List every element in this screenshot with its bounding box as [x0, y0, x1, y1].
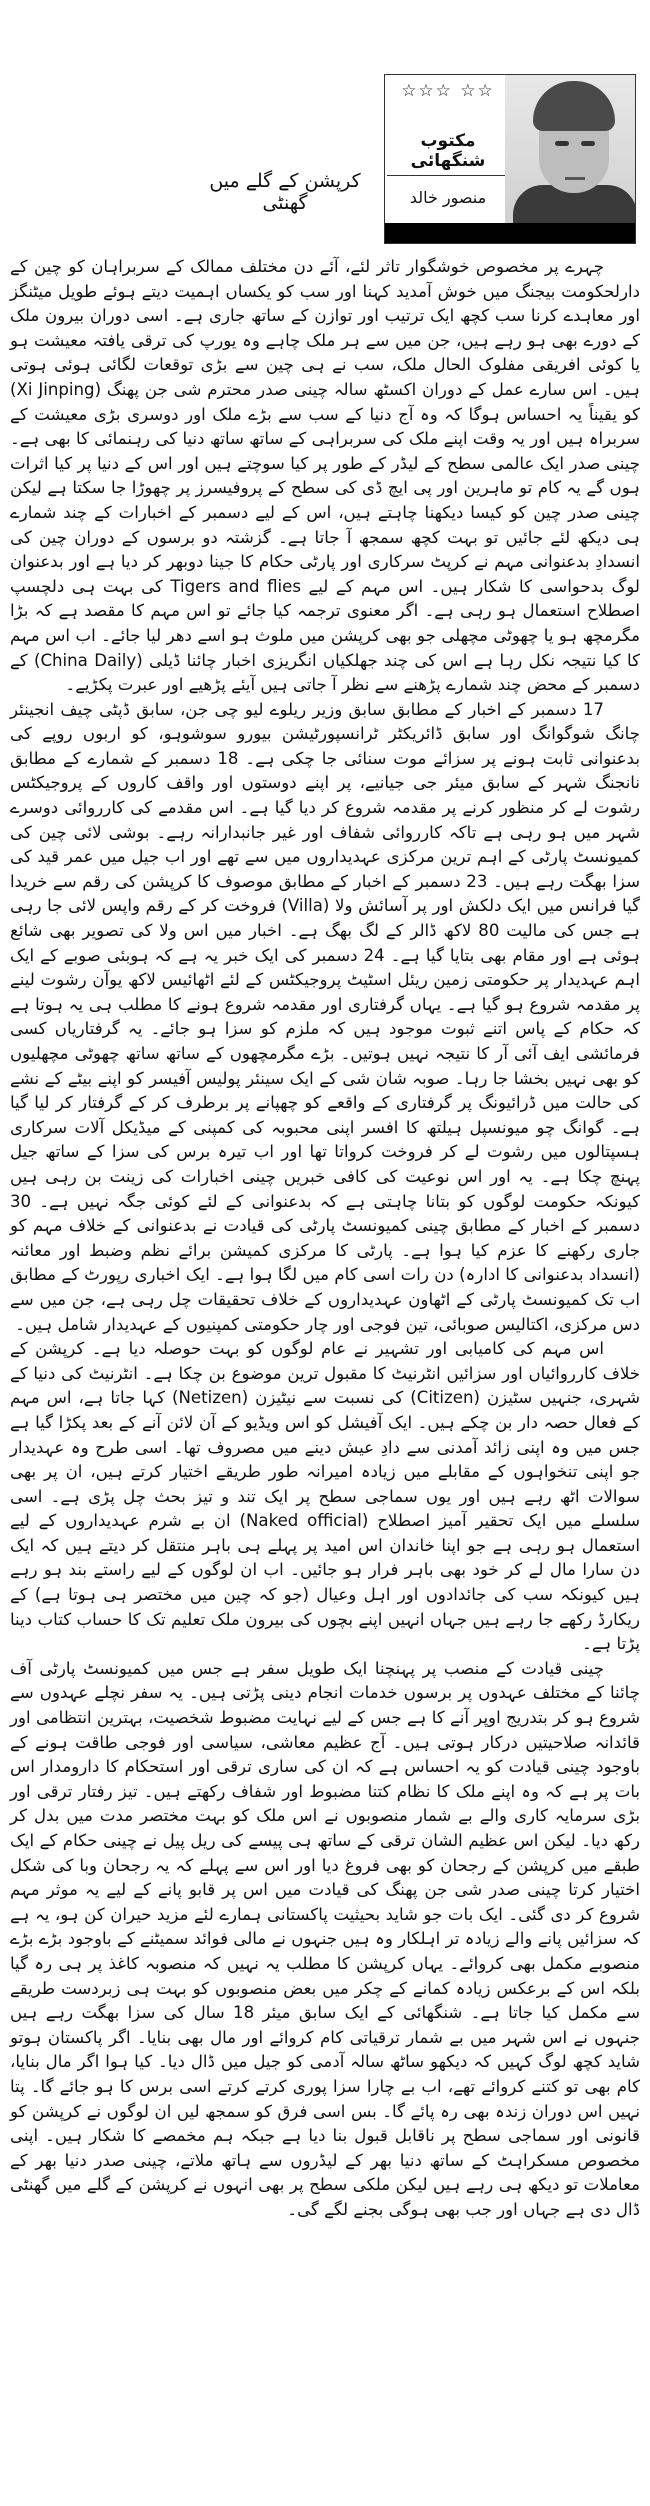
article-paragraph: چینی قیادت کے منصب پر پہنچنا ایک طویل سفر ہے جس میں کمیونسٹ پارٹی آف چائنا کے مختلف عہدوں پر برسوں خدمات انجام دینی پڑتی ہیں۔ یہ سفر نچلے عہدوں سے شروع ہو کر بتدریج اوپر آنے کا ہے جس کے لیے نہایت مضبوط شخصیت، بہترین انتظامی اور قائدانہ صلاحیتیں درکار ہوتی ہیں۔ آج عظیم معاشی، سیاسی اور فوجی طاقت ہونے کے باوجود چینی قیادت کو یہ احساس ہے کہ ان کی ساری ترقی اور استحکام کا دارومدار اس بات پر ہے کہ وہ اپنے ملک کا نظام کتنا مضبوط اور شفاف رکھتے ہیں۔ تیز رفتار ترقی اور بڑی سرمایہ کاری والے بے شمار منصوبوں نے اس ملک کو بہت مختصر مدت میں بدل کر رکھ دیا۔ لیکن اس عظیم الشان ترقی کے ساتھ ہی پیسے کی ریل پیل نے چینی حکام کے ایک طبقے میں کرپشن کے رجحان کو بھی فروغ دیا اور اس سے پہلے کہ یہ رجحان وبا کی شکل اختیار کرتا چینی صدر شی جن پھنگ کی قیادت میں اس پر قابو پانے کے لیے یہ موثر مہم شروع کر دی گئی۔ ایک بات جو شاید بحیثیت پاکستانی ہمارے لئے مزید حیران کن ہو، یہ ہے کہ سزائیں پانے والے زیادہ تر اہلکار وہ ہیں جنہوں نے مالی فوائد سمیٹنے کے باوجود بڑے بڑے منصوبے مکمل بھی کروائے۔ یہاں کرپشن کا مطلب یہ نہیں کہ منصوبہ کاغذ پر ہی رہ گیا بلکہ اس کے برعکس زیادہ کمانے کے چکر میں بعض منصوبوں کو بہت ہی زبردست طریقے سے مکمل کیا جاتا ہے۔ شنگھائی کے ایک سابق میئر 18 سال کی سزا بھگت رہے ہیں جنہوں نے اس شہر میں بے شمار ترقیاتی کام کروائے اور مال بھی بنایا۔ اگر پاکستان ہوتو شاید کچھ لوگ کہیں کہ دیکھو ساٹھ سالہ آدمی کو جیل میں ڈال دیا۔ کیا ہوا اگر مال بنایا، کام بھی تو کتنے کروائے تھے، اب بے چارا سزا پوری کرتے کرتے اسی برس کا ہو جائے گا۔ پتا نہیں اس دوران زندہ بھی رہ پائے گا۔ بس اسی فرق کو سمجھ لیں ان لوگوں نے کرپشن کو قانونی اور سماجی سطح پر ناقابل قبول بنا دیا ہے جبکہ ہم مخمصے کا شکار ہیں۔ اپنی مخصوص مسکراہٹ کے ساتھ دنیا بھر کے لیڈروں سے ہاتھ ملاتے، چینی صدر دنیا بھر کے معاملات تو دیکھ ہی رہے ہیں لیکن ملکی سطح پر بھی انہوں نے کرپشن کے گلے میں گھنٹی ڈال دی ہے جہاں اور جب بھی ہوگی بجنے لگے گی۔	[10, 1658, 640, 2219]
article-paragraph: 17 دسمبر کے اخبار کے مطابق سابق وزیر ریلوے لیو چی جن، سابق ڈپٹی چیف انجینئر چانگ شوگوانگ اور سابق ڈائریکٹر ٹرانسپورٹیشن بیورو سوشوہو، کو اربوں روپے کی بدعنوانی ثابت ہونے پر سزائے موت سنائی جا چکی ہے۔ 18 دسمبر کے شمارے کے مطابق نانجنگ شہر کے سابق میئر جی جیانیے، پر اپنے دوستوں اور واقف کاروں کے پروجیکٹس رشوت لے کر منظور کرنے پر مقدمہ شروع کر دیا گیا ہے۔ اس مقدمے کی کارروائی دوسرے شہر میں ہو رہی ہے تاکہ کارروائی شفاف اور غیر جانبدارانہ رہے۔ بوشی لائی چین کی کمیونسٹ پارٹی کے اہم ترین مرکزی عہدیداروں میں سے تھے اور اب جیل میں عمر قید کی سزا بھگت رہے ہیں۔ 23 دسمبر کے اخبار کے مطابق موصوف کا کرپشن کی رقم سے خریدا گیا فرانس میں ایک دلکش اور پر آسائش ولا (Villa) فروخت کر کے رقم واپس لائی جا رہی ہے جس کی مالیت 80 لاکھ ڈالر کے لگ بھگ ہے۔ اخبار میں اس ولا کی تصویر بھی شائع ہوئی ہے اور مقام بھی بتایا گیا ہے۔ 24 دسمبر کی ایک خبر یہ ہے کہ ہوبئی صوبے کے ایک اہم عہدیدار پر حکومتی زمین ریئل اسٹیٹ پروجیکٹس کے لئے اٹھائیس لاکھ یوآن رشوت لینے پر مقدمہ شروع ہو گیا ہے۔ یہاں گرفتاری اور مقدمہ شروع ہونے کا مطلب ہی یہ ہوتا ہے کہ حکام کے پاس اتنے ثبوت موجود ہیں کہ ملزم کو سزا ہو جائے۔ یہ گرفتاریاں کسی فرمائشی ایف آئی آر کا نتیجہ نہیں ہوتیں۔ بڑے مگرمچھوں کے ساتھ ساتھ چھوٹی مچھلیوں کو بھی نہیں بخشا جا رہا۔ صوبہ شان شی کے ایک سینئر پولیس آفیسر کو اپنے بیٹے کے نشے کی حالت میں ڈرائیونگ پر گرفتاری کے واقعے کو چھپانے پر برطرف کر کے گرفتار کر لیا گیا ہے۔ گوانگ چو میونسپل ہیلتھ کا افسر اپنی محبوبہ کی کمپنی کے میڈیکل آلات سرکاری ہسپتالوں میں رشوت لے کر فروخت کرواتا تھا اور اب تیرہ برس کی سزا کے ساتھ جیل پہنچ چکا ہے۔ یہ اور اس نوعیت کی کافی خبریں چینی اخبارات کی زینت بن رہی ہیں کیونکہ حکومت لوگوں کو بتانا چاہتی ہے کہ بدعنوانی کے لئے کوئی جگہ نہیں ہے۔ 30 دسمبر کے اخبار کے مطابق چینی کمیونسٹ پارٹی کی قیادت نے بدعنوانی کے خلاف مہم کو جاری رکھنے کا عزم کیا ہوا ہے۔ پارٹی کا مرکزی کمیشن برائے نظم وضبط اور معائنہ (انسداد بدعنوانی کا ادارہ) دن رات اسی کام میں لگا ہوا ہے۔ ایک اخباری رپورٹ کے مطابق اب تک کمیونسٹ پارٹی کے اٹھاون عہدیداروں کے خلاف تحقیقات چل رہی ہے، جن میں سے دس مرکزی، اکتالیس صوبائی، تین فوجی اور چار حکومتی کمپنیوں کے عہدیدار شامل ہیں۔	[10, 699, 641, 1334]
article-title: کرپشن کے گلے میں گھنٹی	[209, 170, 361, 214]
article-body	[10, 255, 640, 2223]
column-series-name: مکتوب شنگھائی	[410, 131, 486, 171]
author-name: منصور خالد	[409, 188, 487, 207]
article-paragraph: اس مہم کی کامیابی اور تشہیر نے عام لوگوں کو بہت حوصلہ دیا ہے۔ کرپشن کے خلاف کارروائیاں اور سزائیں انٹرنیٹ کا مقبول ترین موضوع بن چکا ہے۔ انٹرنیٹ کی دنیا کے شہری، جنہیں سٹیزن (Citizen) کی نسبت سے نیٹیزن (Netizen) کہا جاتا ہے، اس مہم کے فعال حصہ دار بن چکے ہیں۔ ایک آفیشل کو اس ویڈیو کے آن لائن آنے کے بعد پکڑا گیا ہے جس میں وہ اپنی زائد آمدنی سے دادِ عیش دینے میں مصروف تھا۔ اسی طرح وہ عہدیدار جو اپنی تنخواہوں کے مقابلے میں زیادہ امیرانہ طور طریقے اختیار کرتے ہیں، ان پر بھی سوالات اٹھ رہے ہیں اور یوں سماجی سطح پر ایک تند و تیز بحث چل پڑی ہے۔ اسی سلسلے میں ایک تحقیر آمیز اصطلاح (Naked official) ان بے شرم عہدیداروں کے لیے استعمال ہو رہی ہے جو اپنا خاندان اس امید پر پہلے ہی باہر منتقل کر دیتے ہیں کہ ایک دن سارا مال لے کر خود بھی باہر فرار ہو جائیں۔ اب ان لوگوں کے لیے راستے بند ہو رہے ہیں کیونکہ سب کی جائدادوں اور اہل وعیال (جو کہ چین میں مختصر ہی ہوتا ہے) کے ریکارڈ رکھے جا رہے ہیں جہاں انہیں اپنے بچوں کی بیرون ملک تعلیم تک کا حساب کتاب دینا پڑتا ہے۔	[10, 1339, 640, 1654]
divider	[387, 175, 510, 176]
header-black-bar	[385, 223, 635, 243]
column-branding	[385, 75, 511, 225]
article-paragraph: چہرے پر مخصوص خوشگوار تاثر لئے، آئے دن مختلف ممالک کے سربراہان کو چین کے دارلحکومت بیجنگ میں خوش آمدید کہنا اور سب کو یکساں اہمیت دیتے ہوئے طویل میٹنگز اور معاہدے کرنا سب کچھ ایک ترتیب اور توازن کے ساتھ جاری ہے۔ اسی دوران بیرون ملک کے دورے بھی ہو رہے ہیں، جن میں سے ہر ملک چاہے وہ یورپ کی ترقی یافتہ معیشت ہو یا کوئی افریقی مفلوک الحال ملک، سب نے ہی چین سے بڑی توقعات لگائی ہوئی ہوتی ہیں۔ اس سارے عمل کے دوران اکسٹھ سالہ چینی صدر محترم شی جن پھنگ (Xi Jinping) کو یقیناً یہ احساس ہوگا کہ وہ آج دنیا کے سب سے بڑے ملک اور دوسری بڑی معیشت کے سربراہ ہیں اور یہ وقت اپنے ملک کی سربراہی کے ساتھ ساتھ دنیا کی رہنمائی کا بھی ہے۔ چینی صدر ایک عالمی سطح کے لیڈر کے طور پر کیا سوچتے ہیں اور اس کے دنیا پر کیا اثرات ہوں گے یہ کام تو ماہرین اور پی ایچ ڈی کی سطح کے پروفیسرز پر چھوڑا جا سکتا ہے لیکن چینی صدر چین کو کیسا دیکھنا چاہتے ہیں، اس کے لیے دسمبر کے اخبارات کے چند شمارے ہی دیکھ لئے جائیں تو بہت کچھ سمجھ آ جاتا ہے۔ گزشتہ دو برسوں کے دوران چین کی انسدادِ بدعنوانی مہم نے کرپٹ سرکاری اور پارٹی حکام کا جینا دوبھر کر دیا ہے اور بدعنوان لوگ بدحواسی کا شکار ہیں۔ اس مہم کے لیے Tigers and flies کی بہت ہی دلچسپ اصطلاح استعمال ہو رہی ہے۔ اگر معنوی ترجمہ کیا جائے تو اس مہم کا مقصد ہے کہ بڑا مگرمچھ ہو یا چھوٹی مچھلی جو بھی کرپشن میں ملوث ہو اسے دھر لیا جائے۔ اب اس مہم کا کیا نتیجہ نکل رہا ہے اس کی چند جھلکیاں انگریزی اخبار چائنا ڈیلی (China Daily) کے دسمبر کے محض چند شمارے پڑھنے سے نظر آ جاتی ہیں آیئے پڑھیے اور عبرت پکڑیے۔	[10, 257, 641, 695]
author-photo	[505, 75, 636, 225]
column-header-box	[384, 74, 636, 244]
stars-icon: ☆☆☆ ☆☆	[401, 81, 495, 101]
